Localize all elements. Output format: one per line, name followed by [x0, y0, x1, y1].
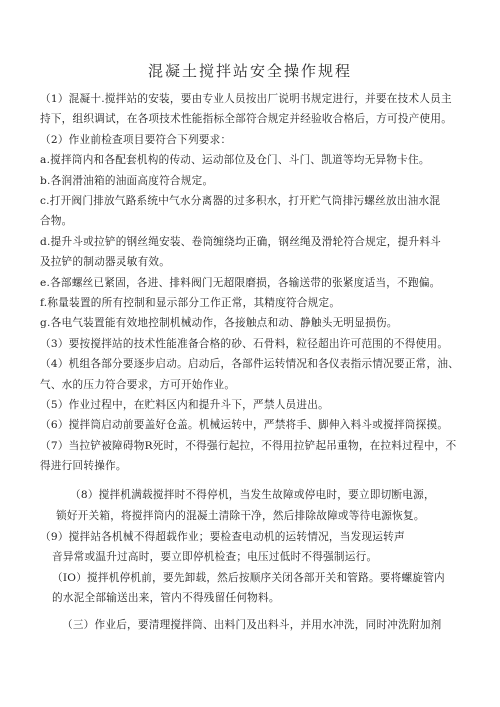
text-line: （IO）搅拌机停机前，要先卸载，然后按顺序关闭各部开关和管路。要将螺旋管内	[52, 572, 445, 584]
text-line: 及拉铲的制动器灵敏有效。	[40, 256, 171, 268]
text-line: （5）作业过程中，在贮料区内和提升斗下，严禁人员进出。	[40, 399, 329, 411]
text-line: 得进行回转操作。	[40, 460, 127, 472]
text-line: d.提升斗或拉铲的钢丝绳安装、卷筒缠绕均正确，钢丝绳及滑轮符合规定，提升料斗	[40, 236, 442, 248]
text-line: （4）机组各部分要逐步启动。启动后，各部件运转情况和各仪表指示情况要正常，油、	[40, 358, 460, 370]
text-line: b.各润滑油箱的油面高度符合规定。	[40, 175, 214, 187]
text-line: （1）混凝十.搅拌站的安装，要由专业人员按出厂说明书规定进行，并要在技术人员主	[40, 93, 452, 105]
text-line: a.搅拌筒内和各配套机构的传动、运动部位及仓门、斗门、凯道等均无异物卡住。	[40, 154, 430, 166]
text-line: 合物。	[40, 215, 73, 227]
text-line: （9）搅拌站各机械不得超载作业；要检查电动机的运转情况，当发现运转声	[40, 531, 405, 543]
page-title: 混凝土搅拌站安全操作规程	[147, 62, 352, 80]
text-line: e.各部螺丝已紧固，各进、排料阀门无超限磨损，各输送带的张紧度适当，不跑偏。	[40, 277, 441, 289]
text-line: （7）当拉铲被障碍物R死时，不得强行起拉，不得用拉铲起吊重物，在拉料过程中，不	[40, 440, 457, 452]
text-line: 持下，组织调试，在各项技术性能指标全部符合规定并经验收合格后，方可投产使用。	[40, 113, 453, 125]
text-line: c.打开阀门排放气路系统中气水分离器的过多积水，打开贮气筒排污螺丝放出油水混	[40, 195, 441, 207]
text-line: g.各电气装置能有效地控制机械动作，各接触点和动、静触头无明显损伤。	[40, 317, 398, 329]
text-line: f.称量装置的所有控制和显示部分工作正常，其精度符合规定。	[40, 297, 341, 309]
text-line: （8）搅拌机满载搅拌时不得停机，当发生故障或停电时，要立即切断电源，	[70, 489, 435, 501]
text-line: 音异常或温升过高时，要立即停机检查；电压过低时不得强制运行。	[52, 551, 378, 563]
text-line: 的水泥全部输送出来，管内不得残留任何物料。	[52, 592, 280, 604]
text-line: （3）要按搅拌站的技术性能准备合格的砂、石骨料，粒径超出许可范围的不得使用。	[40, 338, 449, 350]
text-line: （三）作业后，要清理搅拌筒、出料门及出料斗，并用水冲洗，同时冲洗附加剂	[62, 619, 442, 631]
text-line: 锁好开关箱，将搅拌筒内的混凝土清除干净，然后排除故障或等待电源恢复。	[56, 510, 425, 522]
text-line: （2）作业前检查项目要符合下列要求：	[40, 134, 232, 146]
text-line: 气、水的压力符合要求，方可开始作业。	[40, 379, 236, 391]
text-line: （6）搅拌筒启动前要盖好仓盖。机械运转中，严禁将手、脚伸入料斗或搅拌筒探摸。	[40, 419, 449, 431]
